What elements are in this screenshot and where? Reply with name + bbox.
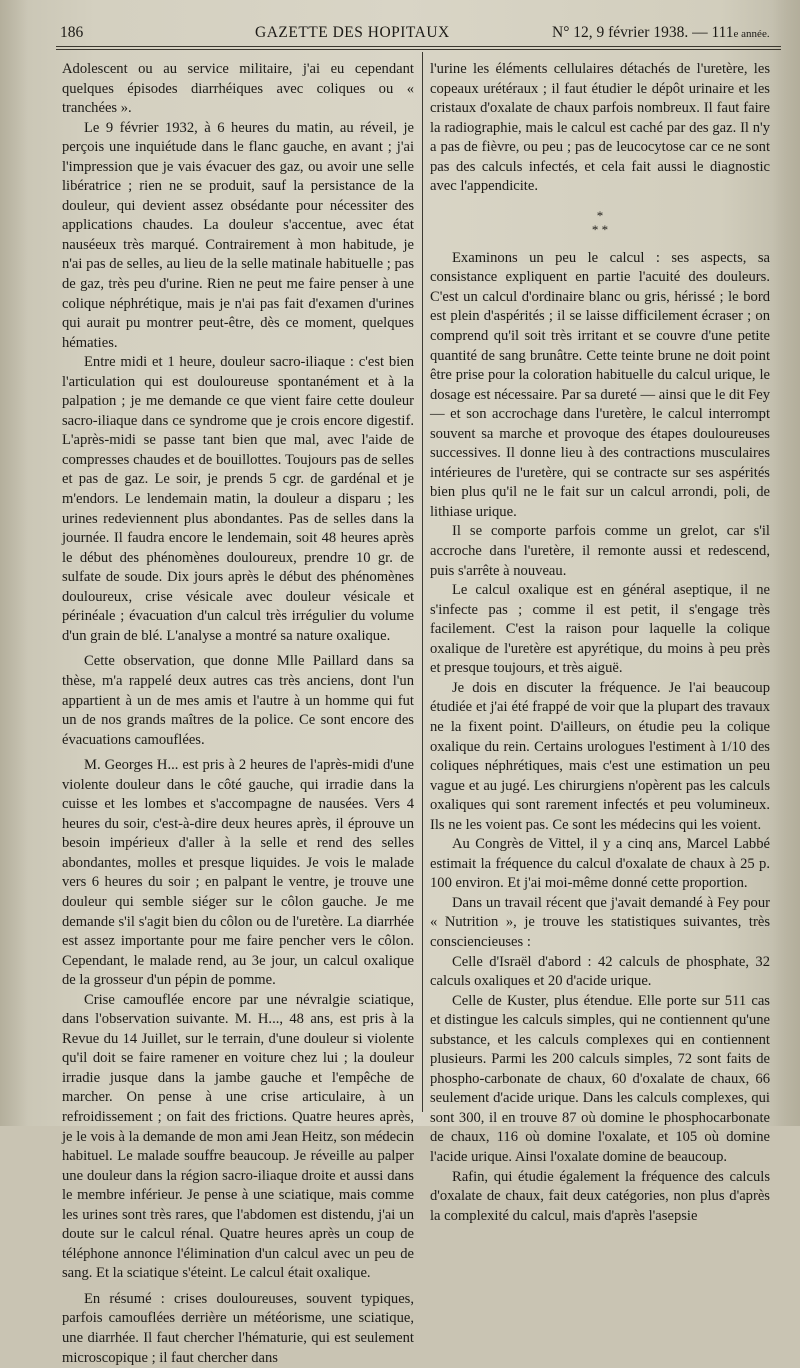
page-header bbox=[60, 22, 770, 44]
paragraph: Dans un travail récent que j'avait demandé à Fey pour « Nutrition », je trouve les statistiques suivantes, très consciencieuses : bbox=[430, 894, 770, 950]
column-separator bbox=[422, 52, 423, 1112]
paragraph: Examinons un peu le calcul : ses aspects, sa consistance expliquent en partie l'acuité des douleurs. C'est un calcul d'ordinaire blanc ou gris, hérissé ; le bord est plein d'aspérités ; il se laisse difficilement écraser ; on comprend qu'il soit très irritant et se couvre d'une petite quantité de sang brunâtre. Cette teinte brune ne doit point être prise pour la coloration habituelle du calcul urique, le dosage est nécessaire. Par sa dureté — ainsi que le dit Fey — et son accrochage dans l'uretère, le calcul interrompt souvent sa marche et provoque des étapes douloureuses successives. Il donne lieu à des contractions musculaires intérieures de l'uretère, qui se contracte sur ses aspérités bien plus qu'il ne le fait sur un calcul arrondi, poli, de lithiase urique. bbox=[430, 249, 770, 520]
paragraph: Le calcul oxalique est en général aseptique, il ne s'infecte pas ; comme il est petit, il s'engage très facilement. C'est la raison pour laquelle la colique oxalique de l'uretère est apyrétique, du moins à peu près et presque toujours, et très aiguë. bbox=[430, 582, 770, 677]
paragraph: Le 9 février 1932, à 6 heures du matin, au réveil, je perçois une inquiétude dans le flanc gauche, en avant ; j'ai l'impression que je vais évacuer des gaz, ou avoir une selle libératrice ; rien ne se produit, sauf la persistance de la douleur, qui devient assez obsédante pour nécessiter des applications chaudes. La douleur s'accentue, avec état nauséeux très marqué. Contrairement à mon habitude, je n'ai pas de selles, au lieu de la selle matinale habituelle ; pas de gaz, très peu d'urine. Rien ne peut me faire penser à une colique néphrétique, mais je n'ai pas fait d'examen d'urines qui aurait pu montrer peut-être, dès ce moment, quelques hématies. bbox=[62, 119, 414, 351]
paragraph: Au Congrès de Vittel, il y a cinq ans, Marcel Labbé estimait la fréquence du calcul d'oxalate de chaux à 25 p. 100 environ. Et j'ai moi-même donné cette proportion. bbox=[430, 836, 770, 892]
section-asterism: * * * bbox=[591, 207, 609, 237]
right-column bbox=[430, 60, 770, 1226]
page-number: 186 bbox=[60, 24, 84, 41]
issue-info bbox=[552, 22, 770, 45]
paragraph: l'urine les éléments cellulaires détachés de l'uretère, les copeaux urétéraux ; il faut étudier le dépôt urinaire et les cristaux d'oxalate de chaux parfois nombreux. Il faut faire la radiographie, mais le calcul est caché par des gaz. Il n'y a pas de fièvre, ou peu ; pas de leucocytose car ce ne sont pas des calculs infectés, et cela fait aussi le diagnostic avec l'appendicite. bbox=[430, 61, 770, 195]
paragraph: Celle de Kuster, plus étendue. Elle porte sur 511 cas et distingue les calculs simples, qui ne contiennent qu'une substance, et les calculs complexes qui en contiennent plusieurs. Parmi les 200 calculs simples, 72 sont faits de phospho-carbonate de chaux, 60 d'oxalate de chaux, 66 seulement d'acide urique. Dans les calculs complexes, qui sont 300, il en trouve 87 où domine le phosphocarbonate de chaux, 116 où domine l'oxalate, et 105 où domine l'acide urique. Ainsi l'oxalate domine de beaucoup. bbox=[430, 992, 770, 1165]
journal-title: GAZETTE DES HOPITAUX bbox=[255, 24, 450, 41]
paragraph: Adolescent ou au service militaire, j'ai eu cependant quelques épisodes diarrhéiques avec coliques ou « tranchées ». bbox=[62, 61, 414, 117]
paragraph: Il se comporte parfois comme un grelot, car s'il accroche dans l'uretère, il remonte aussi et redescend, puis s'arrête à nouveau. bbox=[430, 523, 770, 579]
header-rule-double bbox=[56, 49, 781, 50]
issue-text: N° 12, 9 février 1938. — 111 bbox=[552, 24, 734, 41]
issue-suffix: e année. bbox=[733, 28, 770, 40]
paragraph: Entre midi et 1 heure, douleur sacro-iliaque : c'est bien l'articulation qui est douloureuse spontanément et à la palpation ; je me demande ce que vient faire cette douleur sacro-iliaque dans ce syndrome que je crois encore digestif. L'après-midi se passe tant bien que mal, avec l'aide de compresses chaudes et de bouillottes. Toujours pas de selles et pas de gaz. Le soir, je prends 5 cgr. de gardénal et je m'endors. Le lendemain matin, la douleur a disparu ; les urines redeviennent plus abondantes. Pas de selles dans la journée. Il faudra encore le lendemain, soit 48 heures après le début des phénomènes douloureux, prendre 10 gr. de sulfate de soude. Dix jours après le début des phénomènes douloureux, crise vésicale avec douleur vésicale et périnéale ; évacuation d'un calcul très irrégulier du volume d'un grain de blé. L'analyse a montré sa nature oxalique. bbox=[62, 354, 414, 644]
page-edge-shadow-right bbox=[772, 0, 800, 1126]
paragraph: Crise camouflée encore par une névralgie sciatique, dans l'observation suivante. M. H..., 48 ans, est pris à la Revue du 14 Juillet, sur le terrain, d'une douleur si violente qu'il doit se faire ramener en voiture chez lui ; la douleur irradie jusque dans la jambe gauche et l'empêche de marcher. On pense à une crise articulaire, à un refroidissement ; on fait des frictions. Quatre heures après, je le vois à la demande de mon ami Jean Heitz, son médecin habituel. Le malade souffre beaucoup. Je réveille au palper une douleur dans la région sacro-iliaque droite et aussi dans le membre inférieur. Je pense à une sciatique, mais comme les urines sont très rares, que l'abdomen est distendu, j'ai un doute sur le calcul rénal. Quatre heures après un coup de téléphone annonce l'élimination d'un calcul avec un peu de sang. Et la sciatique s'éteint. Le calcul était oxalique. bbox=[62, 991, 414, 1282]
paragraph: Celle d'Israël d'abord : 42 calculs de phosphate, 32 calculs oxaliques et 20 d'acide urique. bbox=[430, 953, 770, 990]
header-rule bbox=[56, 46, 781, 47]
page-edge-shadow bbox=[0, 0, 28, 1126]
paragraph: Cette observation, que donne Mlle Paillard dans sa thèse, m'a rappelé deux autres cas très anciens, dont l'un appartient à un de mes amis et l'autre à un homme qui fut un de nos grands maîtres de la police. Ce sont encore des évacuations camouflées. bbox=[62, 653, 414, 748]
left-column bbox=[62, 60, 414, 1368]
paragraph: Je dois en discuter la fréquence. Je l'ai beaucoup étudiée et j'ai été frappé de voir que la plupart des travaux ne la fixent point. D'ailleurs, on étudie peu la colique oxalique du rein. Certains urologues l'estiment à 1/10 des coliques néphrétiques, mais c'est une estimation un peu vague et au jugé. Les chirurgiens n'opèrent pas les calculs oxaliques qui sont rarement infectés et peu volumineux. Ils ne les voient pas. Ce sont les médecins qui les voient. bbox=[430, 679, 770, 833]
paragraph: Rafin, qui étudie également la fréquence des calculs d'oxalate de chaux, fait deux catégories, non plus d'après la complexité du calcul, mais d'après l'asepsie bbox=[430, 1168, 770, 1224]
paragraph: En résumé : crises douloureuses, souvent typiques, parfois camouflées derrière un météorisme, une sciatique, une diarrhée. Il faut chercher l'hématurie, qui est seulement microscopique ; il faut chercher dans bbox=[62, 1290, 414, 1366]
paragraph: M. Georges H... est pris à 2 heures de l'après-midi d'une violente douleur dans le côté gauche, qui irradie dans la cuisse et les lombes et s'accompagne de nausées. Vers 4 heures du soir, c'est-à-dire deux heures après, il éprouve un besoin impérieux d'aller à la selle et rend des selles abondantes, molles et presque liquides. Je vois le malade vers 6 heures du soir ; en palpant le ventre, je trouve une douleur qui semble siéger sur le côlon gauche. Je me demande s'il s'agit bien du côlon ou de l'uretère. La diarrhée est assez importante pour me faire pencher vers le côlon. Cependant, le malade rend, au 3e jour, un calcul oxalique de la grosseur d'un pépin de pomme. bbox=[62, 757, 414, 989]
